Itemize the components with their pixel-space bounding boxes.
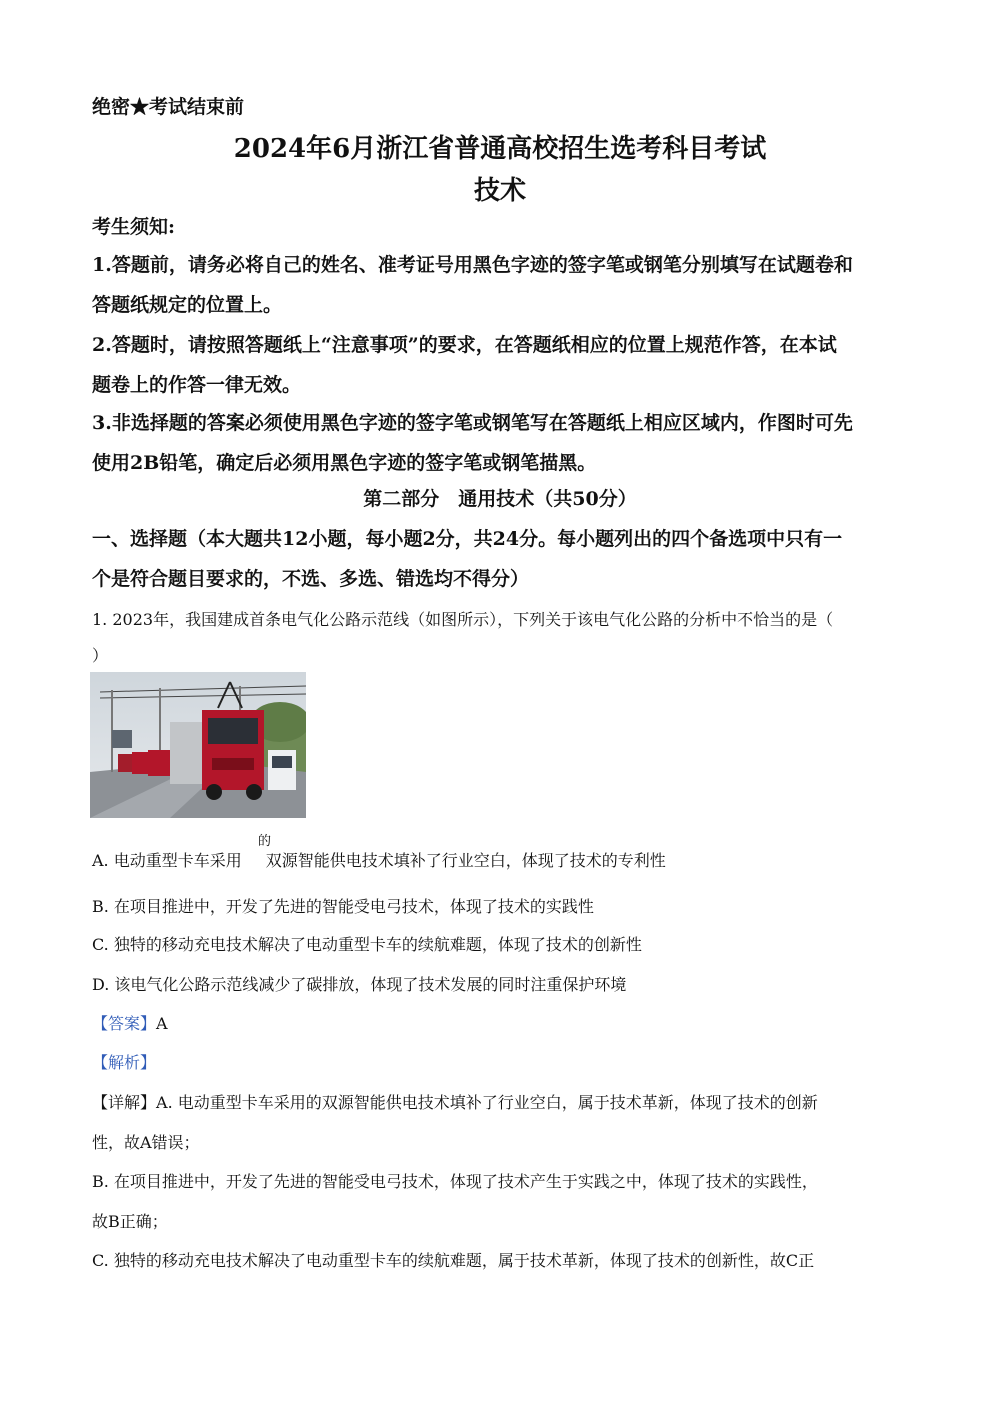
detail-b-cont: 故B正确； — [92, 1212, 168, 1231]
notice-item-1-cont: 答题纸规定的位置上。 — [92, 294, 283, 316]
notice-item-2: 2.答题时，请按照答题纸上“注意事项”的要求，在答题纸相应的位置上规范作答，在本试 — [92, 334, 837, 356]
option-c: C. 独特的移动充电技术解决了电动重型卡车的续航难题，体现了技术的创新性 — [92, 935, 642, 954]
detail-c: C. 独特的移动充电技术解决了电动重型卡车的续航难题，属于技术革新，体现了技术的创新性，故C正 — [92, 1251, 815, 1270]
option-b: B. 在项目推进中，开发了先进的智能受电弓技术，体现了技术的实践性 — [92, 897, 594, 916]
notice-item-3: 3.非选择题的答案必须使用黑色字迹的签字笔或钢笔写在答题纸上相应区域内，作图时可先 — [92, 412, 853, 434]
question-1-stem: 1. 2023年，我国建成首条电气化公路示范线（如图所示），下列关于该电气化公路的分析中不恰当的是（ — [92, 610, 834, 629]
exam-title: 2024年6月浙江省普通高校招生选考科目考试 — [233, 134, 767, 164]
answer-label: 【答案】 — [92, 1014, 157, 1033]
detail-b: B. 在项目推进中，开发了先进的智能受电弓技术，体现了技术产生于实践之中，体现了技术的实践性， — [92, 1172, 818, 1191]
truck-illustration — [90, 672, 306, 818]
detail-a-text: A. 电动重型卡车采用的双源智能供电技术填补了行业空白，属于技术革新，体现了技术的创新 — [156, 1093, 818, 1112]
option-a-text-cont: 双源智能供电技术填补了行业空白，体现了技术的专利性 — [265, 851, 666, 870]
part1-heading-cont: 个是符合题目要求的，不选、多选、错选均不得分） — [92, 568, 530, 590]
detail-a — [92, 1090, 818, 1113]
detail-a-cont: 性，故A错误； — [92, 1133, 200, 1152]
part1-heading: 一、选择题（本大题共12小题，每小题2分，共24分。每小题列出的四个备选项中只有一 — [92, 528, 843, 550]
question-1-stem-cont: ） — [92, 646, 109, 665]
subject-title: 技术 — [473, 176, 526, 206]
answer-line — [92, 1011, 168, 1034]
notice-item-1: 1.答题前，请务必将自己的姓名、准考证号用黑色字迹的签字笔或钢笔分别填写在试题卷和 — [92, 254, 853, 276]
option-a — [92, 848, 666, 871]
analysis-label: 【解析】 — [92, 1053, 157, 1072]
notice-item-3-cont: 使用2B铅笔，确定后必须用黑色字迹的签字笔或钢笔描黑。 — [92, 452, 597, 474]
section-title: 第二部分 通用技术（共50分） — [363, 488, 637, 510]
notice-item-2-cont: 题卷上的作答一律无效。 — [92, 374, 302, 396]
option-a-text: A. 电动重型卡车采用 — [92, 851, 242, 870]
notice-heading: 考生须知: — [92, 216, 176, 238]
answer-value: A — [156, 1014, 168, 1033]
option-a-superscript: 的 — [258, 834, 272, 849]
detail-label: 【详解】 — [92, 1093, 157, 1112]
confidential-mark: 绝密★考试结束前 — [92, 96, 245, 118]
electrified-highway-photo — [90, 672, 306, 818]
option-d: D. 该电气化公路示范线减少了碳排放，体现了技术发展的同时注重保护环境 — [92, 975, 627, 994]
